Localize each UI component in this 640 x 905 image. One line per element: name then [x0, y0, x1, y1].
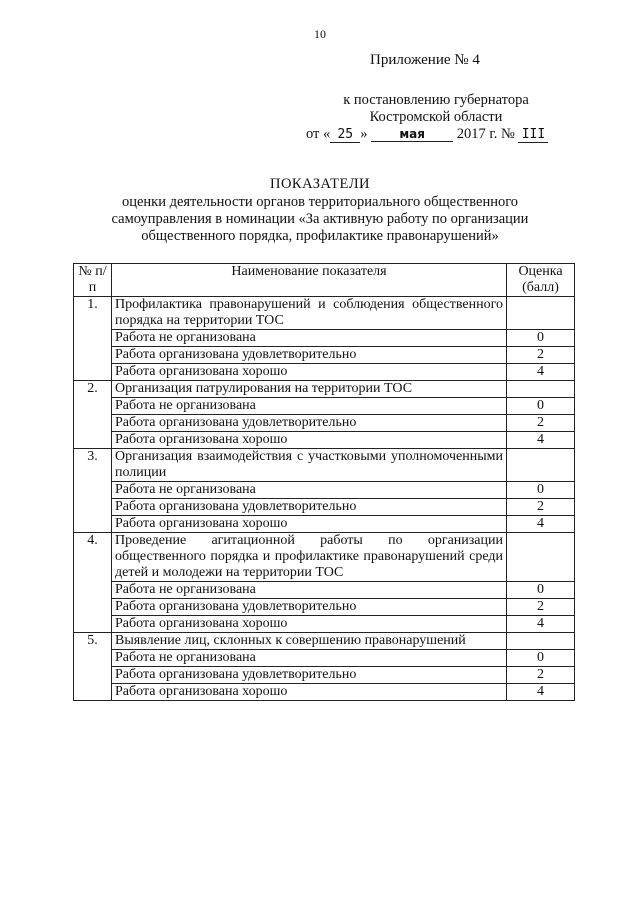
option-label: Работа организована хорошо	[112, 364, 507, 381]
option-score: 2	[507, 415, 575, 432]
table-row	[74, 650, 575, 667]
option-score: 4	[507, 516, 575, 533]
option-label: Работа организована хорошо	[112, 432, 507, 449]
option-score: 0	[507, 482, 575, 499]
option-label: Работа не организована	[112, 582, 507, 599]
option-score: 2	[507, 347, 575, 364]
decree-number: III	[518, 128, 548, 143]
indicators-table	[73, 263, 575, 701]
option-label: Работа организована удовлетворительно	[112, 415, 507, 432]
decree-reference	[330, 92, 542, 126]
option-label: Работа организована хорошо	[112, 616, 507, 633]
section-number: 2.	[74, 381, 112, 449]
decree-year: 2017 г. №	[456, 126, 515, 142]
option-score: 4	[507, 364, 575, 381]
section-number: 1.	[74, 297, 112, 381]
table-row	[74, 633, 575, 650]
table-row	[74, 449, 575, 482]
table-row	[74, 482, 575, 499]
date-prefix: от «	[306, 126, 331, 142]
table-row	[74, 582, 575, 599]
document-title: ПОКАЗАТЕЛИ	[269, 176, 370, 192]
option-label: Работа не организована	[112, 482, 507, 499]
table-row	[74, 533, 575, 582]
table-body	[74, 297, 575, 701]
table-row	[74, 599, 575, 616]
table-row	[74, 297, 575, 330]
section-score-empty	[507, 633, 575, 650]
header-score: Оценка (балл)	[507, 264, 575, 297]
table-row	[74, 347, 575, 364]
option-score: 2	[507, 667, 575, 684]
decree-month: мая	[371, 127, 453, 142]
table-row	[74, 516, 575, 533]
table-row	[74, 381, 575, 398]
section-title: Проведение агитационной работы по организации общественного порядка и профилактике правонарушений среди детей и молодежи на территории ТОС	[112, 533, 507, 582]
table-row	[74, 415, 575, 432]
option-score: 0	[507, 650, 575, 667]
option-score: 2	[507, 499, 575, 516]
table-row	[74, 667, 575, 684]
decree-line-1: к постановлению губернатора	[343, 92, 529, 108]
table-header-row	[74, 264, 575, 297]
date-mid: »	[360, 126, 368, 142]
option-score: 0	[507, 398, 575, 415]
section-title: Организация взаимодействия с участковыми уполномоченными полиции	[112, 449, 507, 482]
option-label: Работа организована хорошо	[112, 516, 507, 533]
section-title: Выявление лиц, склонных к совершению правонарушений	[112, 633, 507, 650]
option-score: 4	[507, 684, 575, 701]
page-number: 10	[314, 27, 326, 41]
option-label: Работа организована удовлетворительно	[112, 347, 507, 364]
table-row	[74, 616, 575, 633]
document-subtitle: оценки деятельности органов территориального общественного самоуправления в номинации «За активную работу по организации общественного порядка, профилактике правонарушений»	[111, 194, 529, 244]
header-name: Наименование показателя	[112, 264, 507, 297]
option-label: Работа организована удовлетворительно	[112, 667, 507, 684]
section-score-empty	[507, 297, 575, 330]
appendix-label: Приложение № 4	[370, 52, 480, 68]
option-score: 2	[507, 599, 575, 616]
option-score: 4	[507, 432, 575, 449]
table-row	[74, 364, 575, 381]
section-number: 3.	[74, 449, 112, 533]
section-score-empty	[507, 449, 575, 482]
option-label: Работа организована удовлетворительно	[112, 499, 507, 516]
option-score: 4	[507, 616, 575, 633]
decree-line-2: Костромской области	[369, 109, 503, 125]
decree-date-line	[306, 126, 548, 143]
section-score-empty	[507, 381, 575, 398]
header-num: № п/п	[74, 264, 112, 297]
table-row	[74, 684, 575, 701]
table-row	[74, 499, 575, 516]
section-title: Профилактика правонарушений и соблюдения общественного порядка на территории ТОС	[112, 297, 507, 330]
section-number: 5.	[74, 633, 112, 701]
table-row	[74, 330, 575, 347]
option-label: Работа не организована	[112, 398, 507, 415]
option-label: Работа не организована	[112, 330, 507, 347]
option-label: Работа не организована	[112, 650, 507, 667]
table-row	[74, 432, 575, 449]
decree-day: 25	[330, 128, 360, 143]
option-label: Работа организована удовлетворительно	[112, 599, 507, 616]
table-row	[74, 398, 575, 415]
option-label: Работа организована хорошо	[112, 684, 507, 701]
section-score-empty	[507, 533, 575, 582]
option-score: 0	[507, 330, 575, 347]
section-title: Организация патрулирования на территории ТОС	[112, 381, 507, 398]
section-number: 4.	[74, 533, 112, 633]
option-score: 0	[507, 582, 575, 599]
